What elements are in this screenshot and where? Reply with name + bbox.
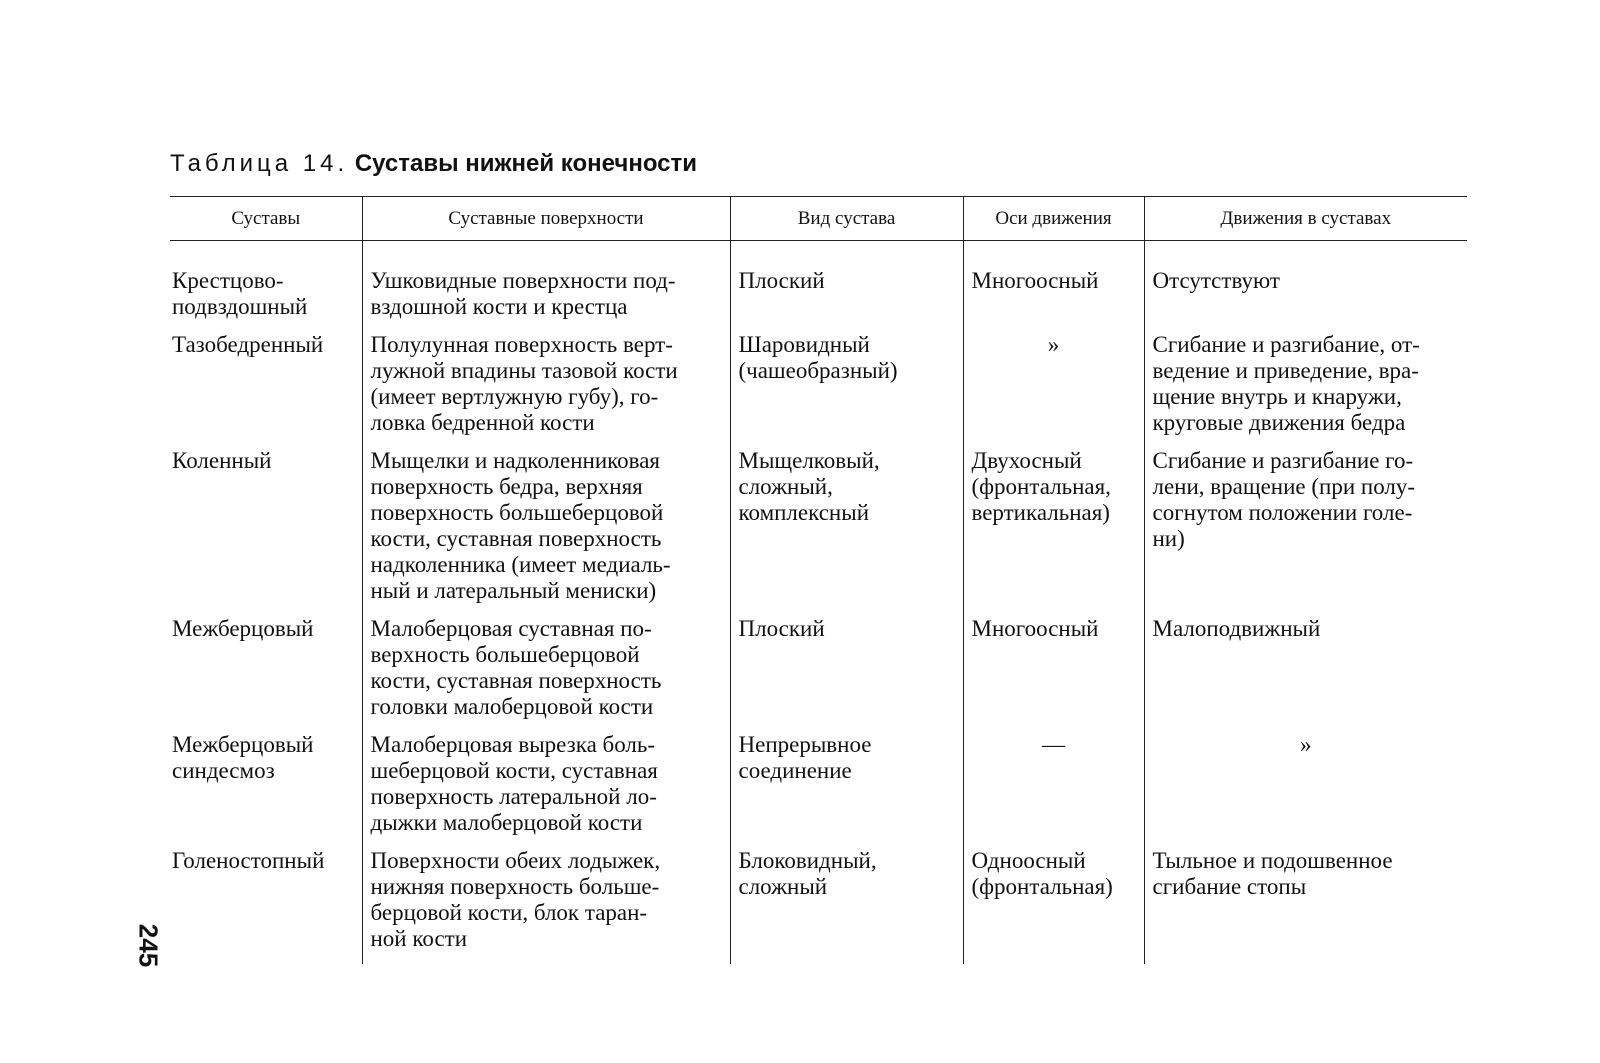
cell-movements: Тыльное и подошвенное сгибание стопы xyxy=(1144,848,1467,964)
cell-axes: Многоосный xyxy=(963,241,1144,333)
cell-movements: Малоподвижный xyxy=(1144,616,1467,732)
cell-joint: Тазобедренный xyxy=(172,332,324,357)
table-row xyxy=(170,616,1467,732)
table-caption xyxy=(170,150,697,178)
table-caption-title: Суставы нижней конечности xyxy=(354,150,698,177)
cell-joint-type: Непрерывное соединение xyxy=(730,732,963,848)
table-header xyxy=(170,197,1467,241)
cell-joint-type: Шаровидный (чашеобразный) xyxy=(730,332,963,448)
cell-joint: Голеностопный xyxy=(172,848,325,873)
cell-surfaces: Малоберцовая вырезка боль- шеберцовой кости, суставная поверхность латеральной ло- дыжки малоберцовой кости xyxy=(362,732,730,848)
table-row xyxy=(170,241,1467,333)
cell-joint: Крестцово- подвздошный xyxy=(172,268,308,319)
cell-surfaces: Мыщелки и надколенниковая поверхность бедра, верхняя поверхность большеберцовой кости, суставная поверхность надколенника (имеет медиаль- ный и латеральный мениски) xyxy=(362,448,730,616)
cell-joint-type: Мыщелковый, сложный, комплексный xyxy=(730,448,963,616)
table-row xyxy=(170,332,1467,448)
table-row xyxy=(170,848,1467,964)
table-row xyxy=(170,732,1467,848)
page-number: 245 xyxy=(133,923,164,968)
header-axes: Оси движения xyxy=(963,197,1144,241)
cell-axes: Двухосный (фронтальная, вертикальная) xyxy=(963,448,1144,616)
cell-axes: » xyxy=(963,332,1144,448)
table-row xyxy=(170,448,1467,616)
header-joint-type: Вид сустава xyxy=(730,197,963,241)
cell-joint-type: Плоский xyxy=(730,616,963,732)
cell-movements: Сгибание и разгибание го- лени, вращение (при полу- согнутом положении голе- ни) xyxy=(1144,448,1467,616)
cell-axes: Многоосный xyxy=(963,616,1144,732)
header-surfaces: Суставные поверхности xyxy=(362,197,730,241)
cell-surfaces: Ушковидные поверхности под- вздошной кости и крестца xyxy=(362,241,730,333)
joints-table xyxy=(170,196,1467,964)
cell-axes: — xyxy=(963,732,1144,848)
cell-joint: Коленный xyxy=(172,448,272,473)
header-movements: Движения в суставах xyxy=(1144,197,1467,241)
cell-movements: » xyxy=(1144,732,1467,848)
cell-surfaces: Полулунная поверхность верт- лужной впадины тазовой кости (имеет вертлужную губу), го- ловка бедренной кости xyxy=(362,332,730,448)
table-caption-label: Таблица 14. xyxy=(170,150,349,177)
header-joints: Суставы xyxy=(170,197,362,241)
table-body xyxy=(170,241,1467,965)
cell-joint: Межберцовый синдесмоз xyxy=(172,732,314,783)
cell-joint: Межберцовый xyxy=(172,616,314,641)
cell-axes: Одноосный (фронтальная) xyxy=(963,848,1144,964)
cell-joint-type: Плоский xyxy=(730,241,963,333)
cell-movements: Отсутствуют xyxy=(1144,241,1467,333)
cell-surfaces: Малоберцовая суставная по- верхность большеберцовой кости, суставная поверхность головки малоберцовой кости xyxy=(362,616,730,732)
cell-surfaces: Поверхности обеих лодыжек, нижняя поверхность больше- берцовой кости, блок таран- ной кости xyxy=(362,848,730,964)
cell-movements: Сгибание и разгибание, от- ведение и приведение, вра- щение внутрь и кнаружи, круговые движения бедра xyxy=(1144,332,1467,448)
cell-joint-type: Блоковидный, сложный xyxy=(730,848,963,964)
